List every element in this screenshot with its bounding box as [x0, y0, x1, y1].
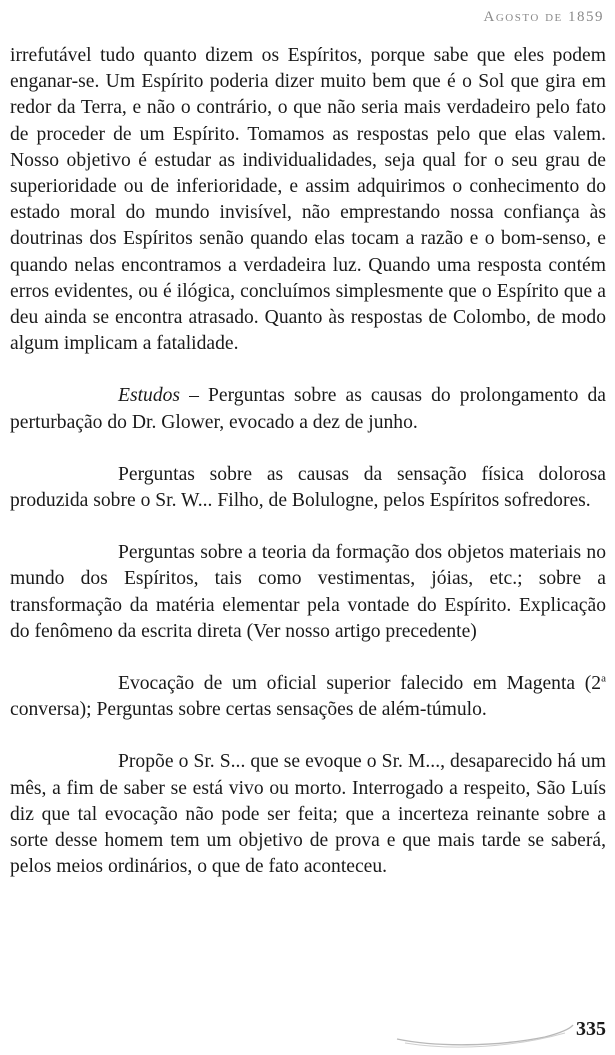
- running-header: Agosto de 1859: [483, 9, 604, 25]
- paragraph-proposta-sr-s: Propõe o Sr. S... que se evoque o Sr. M..., desaparecido há um mês, a fim de saber se está vivo ou morto. Interrogado a respeito, São Luís diz que tal evocação não pode ser feita; que a incerteza reinante sobre a sorte desse homem tem um objetivo de prova e que mais tarde se saberá, pelos meios ordinários, o que de fato aconteceu.: [10, 751, 606, 878]
- footer-swoosh-ornament: [395, 1021, 575, 1049]
- paragraph-formacao-objetos: Perguntas sobre a teoria da formação dos objetos materiais no mundo dos Espíritos, tais como vestimentas, jóias, etc.; sobre a transformação da matéria elementar pela vontade do Espírito. Explicação do fenômeno da escrita direta (Ver nosso artigo precedente): [10, 542, 606, 642]
- page-number: 335: [576, 1018, 606, 1040]
- paragraph-continuation: irrefutável tudo quanto dizem os Espíritos, porque sabe que eles podem enganar-se. Um Espírito poderia dizer muito bem que é o Sol que gira em redor da Terra, e não o contrário, o que não seria mais verdadeiro pelo fato de proceder de um Espírito. Tomamos as respostas pelo que elas valem. Nosso objetivo é estudar as individualidades, seja qual for o seu grau de superioridade ou de inferioridade, e assim adquirimos o conhecimento do estado moral do mundo invisível, não emprestando nossa confiança às doutrinas dos Espíritos senão quando elas tocam a razão e o bom-senso, e quando nelas encontramos a verdadeira luz. Quando uma resposta contém erros evidentes, ou é ilógica, concluímos simplesmente que o Espírito que a deu ainda se encontra atrasado. Quanto às respostas de Colombo, de modo algum implicam a fatalidade.: [10, 45, 606, 355]
- evocacao-text-before: Evocação de um oficial superior falecido em Magenta (2: [118, 673, 602, 695]
- estudos-label: Estudos: [118, 385, 181, 407]
- evocacao-text-after: conversa); Perguntas sobre certas sensações de além-túmulo.: [10, 699, 487, 721]
- ordinal-superscript: a: [601, 672, 606, 685]
- paragraph-sensacao-fisica: Perguntas sobre as causas da sensação física dolorosa produzida sobre o Sr. W... Filho, de Bolulogne, pelos Espíritos sofredores.: [10, 463, 606, 512]
- paragraph-estudos: [10, 383, 606, 435]
- page-body: [10, 43, 606, 906]
- estudos-text: – Perguntas sobre as causas do prolongamento da perturbação do Dr. Glower, evocado a dez de junho.: [10, 385, 606, 433]
- paragraph-evocacao-oficial: [10, 671, 606, 723]
